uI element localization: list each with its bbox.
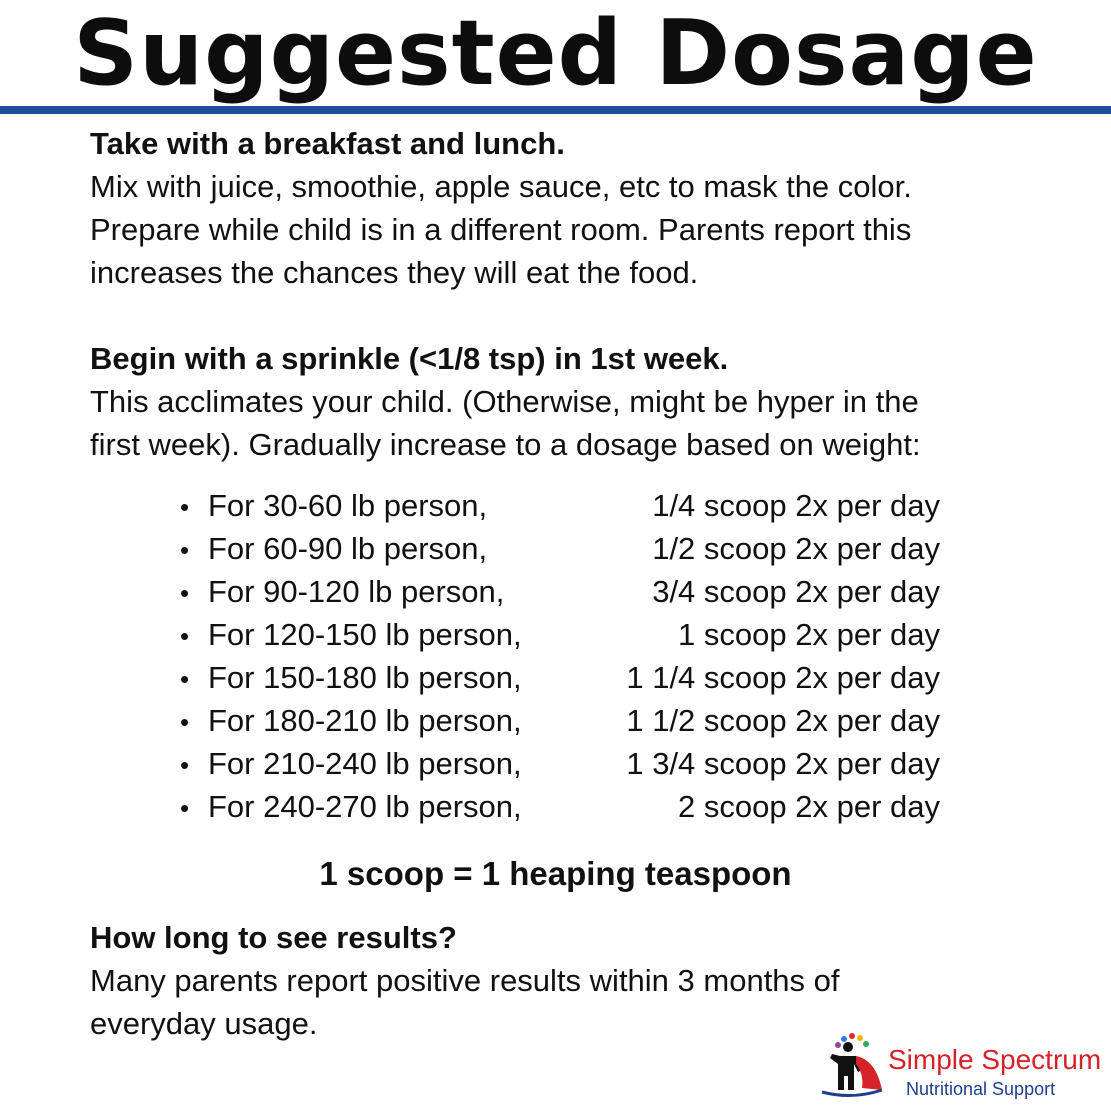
dosage-list xyxy=(180,484,960,828)
list-item xyxy=(180,699,960,742)
dosage-weight: For 120-150 lb person, xyxy=(208,617,522,652)
dosage-amount: 1 3/4 scoop 2x per day xyxy=(626,746,940,781)
dosage-weight: For 240-270 lb person, xyxy=(208,789,522,824)
bullet-icon: • xyxy=(180,621,190,651)
list-item xyxy=(180,484,960,527)
dosage-weight: For 90-120 lb person, xyxy=(208,574,505,609)
list-item xyxy=(180,613,960,656)
bullet-icon: • xyxy=(180,707,190,737)
dosage-amount: 1 1/2 scoop 2x per day xyxy=(626,703,940,738)
brand-tagline: Nutritional Support xyxy=(906,1079,1056,1099)
section-line: This acclimates your child. (Otherwise, might be hyper in the xyxy=(90,384,919,419)
results-section xyxy=(90,916,1080,1045)
dosage-amount: 1/4 scoop 2x per day xyxy=(652,488,940,523)
list-item xyxy=(180,742,960,785)
section-heading-start: Begin with a sprinkle (<1/8 tsp) in 1st week. xyxy=(90,341,729,376)
dosage-amount: 2 scoop 2x per day xyxy=(678,789,940,824)
brand-logo xyxy=(818,1030,1102,1102)
dosage-amount: 1 1/4 scoop 2x per day xyxy=(626,660,940,695)
instructions xyxy=(90,122,1080,466)
dosage-weight: For 150-180 lb person, xyxy=(208,660,522,695)
bullet-icon: • xyxy=(180,750,190,780)
dosage-amount: 3/4 scoop 2x per day xyxy=(652,574,940,609)
dosage-weight: For 60-90 lb person, xyxy=(208,531,488,566)
section-line: everyday usage. xyxy=(90,1006,318,1041)
list-item xyxy=(180,570,960,613)
title-divider xyxy=(0,106,1111,114)
bullet-icon: • xyxy=(180,578,190,608)
section-line: Many parents report positive results within 3 months of xyxy=(90,963,840,998)
section-line: first week). Gradually increase to a dosage based on weight: xyxy=(90,427,921,462)
bullet-icon: • xyxy=(180,793,190,823)
list-item xyxy=(180,785,960,828)
dosage-weight: For 180-210 lb person, xyxy=(208,703,522,738)
dosage-weight: For 30-60 lb person, xyxy=(208,488,488,523)
scoop-definition: 1 scoop = 1 heaping teaspoon xyxy=(319,855,792,892)
dosage-weight: For 210-240 lb person, xyxy=(208,746,522,781)
logo-figure-icon xyxy=(818,1030,888,1102)
section-line: Prepare while child is in a different room. Parents report this xyxy=(90,212,912,247)
bullet-icon: • xyxy=(180,535,190,565)
brand-name: Simple Spectrum xyxy=(888,1044,1102,1075)
dosage-amount: 1 scoop 2x per day xyxy=(678,617,940,652)
section-heading-timing: Take with a breakfast and lunch. xyxy=(90,126,565,161)
list-item xyxy=(180,527,960,570)
page-title: Suggested Dosage xyxy=(73,1,1038,106)
spacer xyxy=(90,294,1080,337)
section-heading-results: How long to see results? xyxy=(90,920,457,955)
bullet-icon: • xyxy=(180,492,190,522)
section-line: Mix with juice, smoothie, apple sauce, etc to mask the color. xyxy=(90,169,912,204)
section-line: increases the chances they will eat the food. xyxy=(90,255,699,290)
dosage-amount: 1/2 scoop 2x per day xyxy=(652,531,940,566)
bullet-icon: • xyxy=(180,664,190,694)
list-item xyxy=(180,656,960,699)
